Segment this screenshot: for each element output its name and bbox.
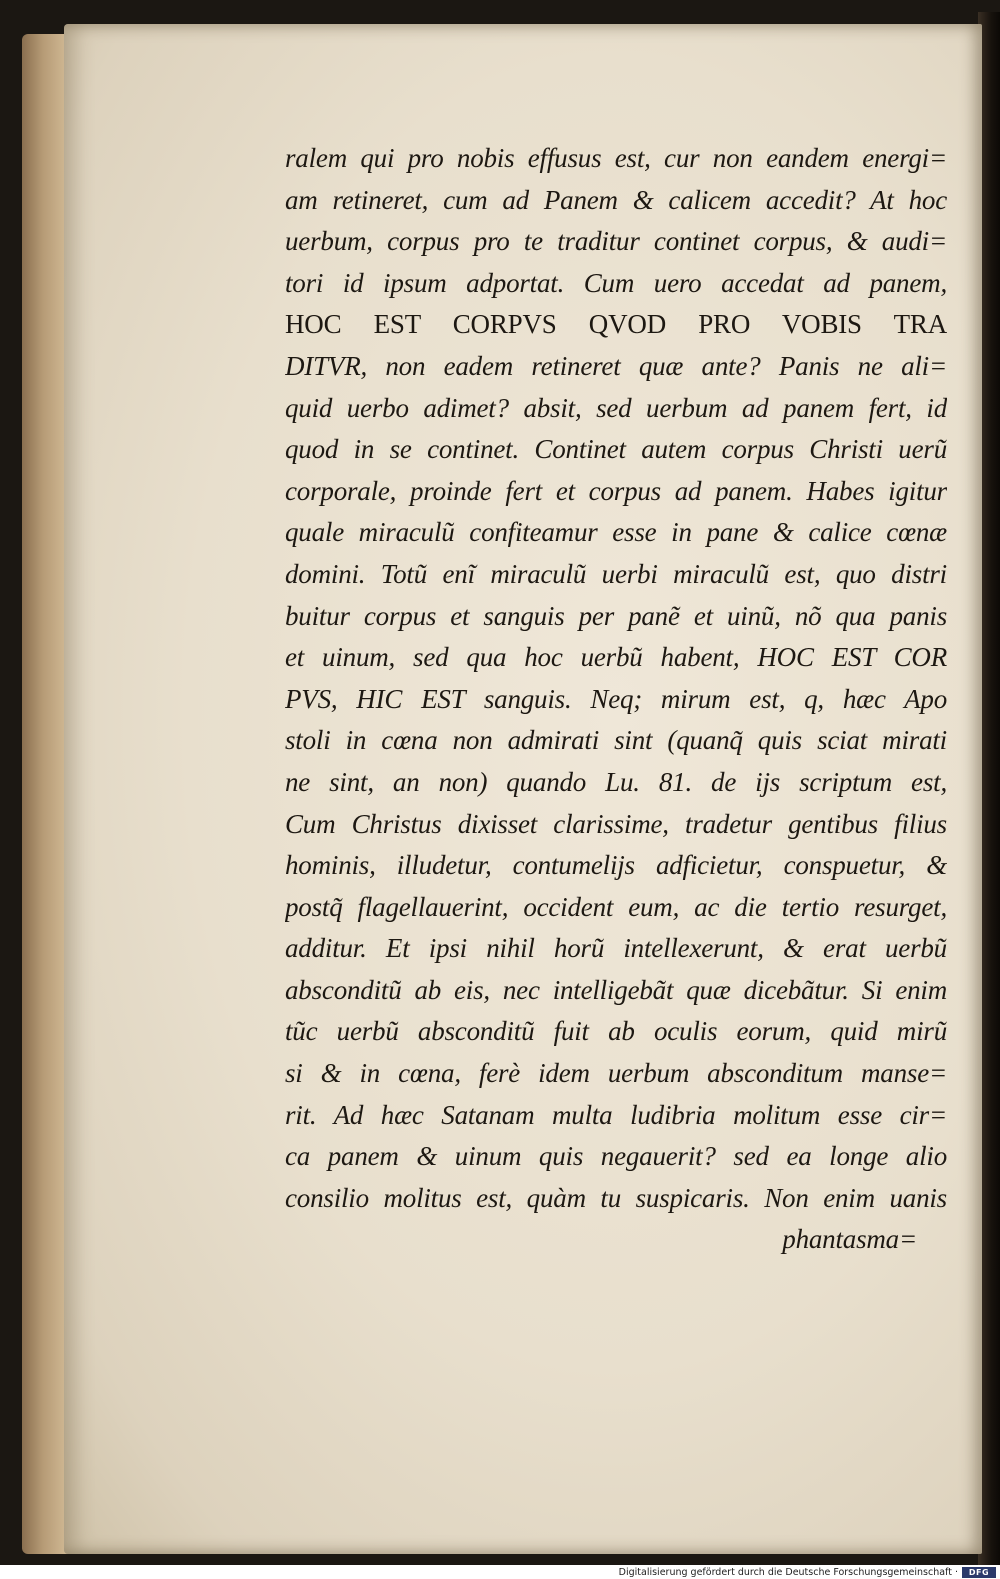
catchword: phantasma= [782,1224,917,1255]
text-line: postq̃ flagellauerint, occident eum, ac die tertio resurget, [285,891,947,922]
text-line: am retineret, cum ad Panem & calicem accedit? At hoc [285,184,947,215]
text-line: si & in cœna, ferè idem uerbum absconditum manse= [285,1058,947,1089]
text-line: absconditũ ab eis, nec intelligebãt quæ dicebãtur. Si enim [285,974,947,1005]
text-line: HOC EST CORPVS QVOD PRO VOBIS TRA [285,309,947,340]
text-line: quid uerbo adimet? absit, sed uerbum ad panem fert, id [285,392,947,423]
text-line: tori id ipsum adportat. Cum uero accedat ad panem, [285,267,947,298]
text-line: DITVR, non eadem retineret quæ ante? Panis ne ali= [285,350,947,381]
text-line: stoli in cœna non admirati sint (quanq̃ quis sciat mirati [285,725,947,756]
text-line: corporale, proinde fert et corpus ad panem. Habes igitur [285,475,947,506]
text-line: et uinum, sed qua hoc uerbũ habent, HOC EST COR [285,642,947,673]
text-line: quale miraculũ confiteamur esse in pane & calice cœnæ [285,517,947,548]
text-line: ne sint, an non) quando Lu. 81. de ijs scriptum est, [285,766,947,797]
text-line: additur. Et ipsi nihil horũ intellexerunt, & erat uerbũ [285,933,947,964]
dfg-logo: DFG [962,1567,996,1578]
text-line: Cum Christus dixisset clarissime, tradetur gentibus filius [285,808,947,839]
footer-bar [0,1565,1000,1579]
text-line: buitur corpus et sanguis per panẽ et uinũ, nõ qua panis [285,600,947,631]
text-line: consilio molitus est, quàm tu suspicaris. Non enim uanis [285,1182,947,1213]
text-line: domini. Totũ enĩ miraculũ uerbi miraculũ est, quo distri [285,558,947,589]
page-text-block [285,138,947,1261]
funding-credit: Digitalisierung gefördert durch die Deutsche Forschungsgemeinschaft · [618,1567,958,1578]
text-line: quod in se continet. Continet autem corpus Christi uerũ [285,434,947,465]
text-line: rit. Ad hæc Satanam multa ludibria molitum esse cir= [285,1099,947,1130]
text-line: uerbum, corpus pro te traditur continet corpus, & audi= [285,226,947,257]
text-line: PVS, HIC EST sanguis. Neq; mirum est, q, hæc Apo [285,683,947,714]
text-line: tũc uerbũ absconditũ fuit ab oculis eorum, quid mirũ [285,1016,947,1047]
text-line: ralem qui pro nobis effusus est, cur non eandem energi= [285,143,947,173]
text-line: ca panem & uinum quis negauerit? sed ea longe alio [285,1141,947,1172]
text-line: hominis, illudetur, contumelijs adficietur, conspuetur, & [285,850,947,881]
